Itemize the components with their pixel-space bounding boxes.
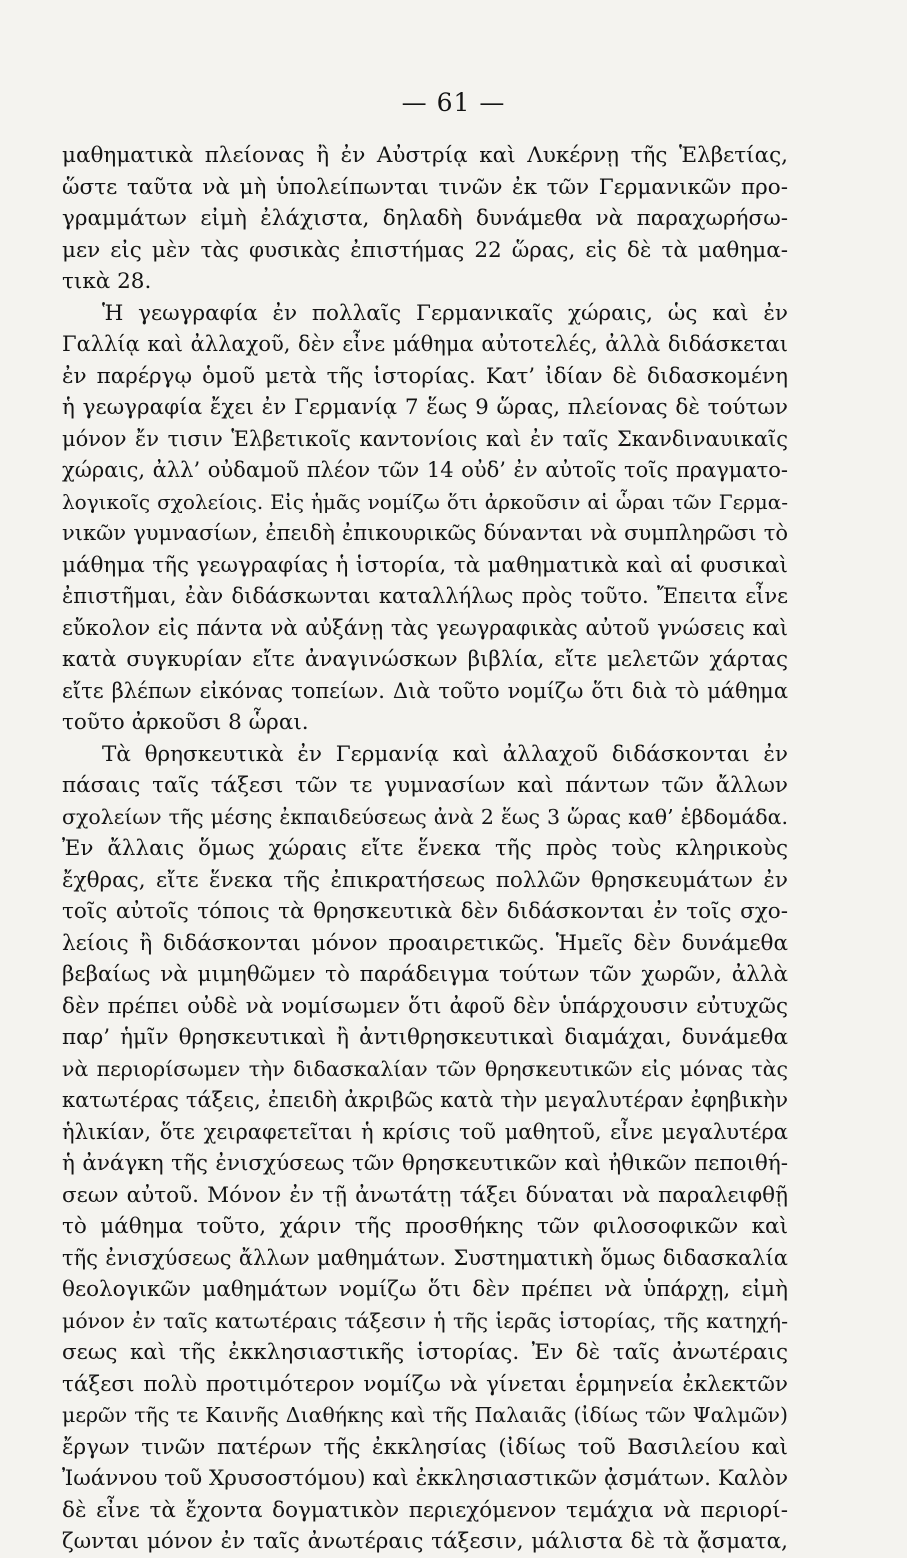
text-line: χώραις, ἀλλ’ οὐδαμοῦ πλέον τῶν 14 οὐδ’ ἐν αὐτοῖς τοῖς πραγματο-	[62, 458, 788, 482]
text-line: λογικοῖς σχολείοις. Εἰς ἡμᾶς νομίζω ὅτι ἀρκοῦσιν αἱ ὧραι τῶν Γερμα-	[62, 489, 788, 514]
text-line: Τὰ θρησκευτικὰ ἐν Γερμανίᾳ καὶ ἀλλαχοῦ διδάσκονται ἐν	[102, 741, 788, 767]
text-line: λείοις ἢ διδάσκονται μόνον προαιρετικῶς. Ἡμεῖς δὲν δυνάμεθα	[62, 930, 788, 956]
text-line: νικῶν γυμνασίων, ἐπειδὴ ἐπικουρικῶς δύνανται νὰ συμπληρῶσι τὸ	[62, 521, 788, 545]
text-line: νὰ περιορίσωμεν τὴν διδασκαλίαν τῶν θρησκευτικῶν εἰς μόνας τὰς	[62, 1056, 788, 1081]
text-line: τοῦτο ἀρκοῦσι 8 ὧραι.	[62, 710, 309, 735]
text-line: γραμμάτων εἰμὴ ἐλάχιστα, δηλαδὴ δυνάμεθα νὰ παραχωρήσω-	[62, 206, 788, 231]
text-line: ἡλικίαν, ὅτε χειραφετεῖται ἡ κρίσις τοῦ μαθητοῦ, εἶνε μεγαλυτέρα	[62, 1119, 788, 1144]
text-line: ἔχθρας, εἴτε ἕνεκα τῆς ἐπικρατήσεως πολλῶν θρησκευμάτων ἐν	[62, 867, 788, 893]
text-line: κατωτέρας τάξεις, ἐπειδὴ ἀκριβῶς κατὰ τὴν μεγαλυτέραν ἐφηβικὴν	[62, 1088, 788, 1112]
text-line: σεων αὐτοῦ. Μόνον ἐν τῇ ἀνωτάτῃ τάξει δύναται νὰ παραλειφθῇ	[62, 1182, 788, 1208]
page-number: — 61 —	[401, 88, 506, 117]
text-line: μερῶν τῆς τε Καινῆς Διαθήκης καὶ τῆς Παλαιᾶς (ἰδίως τῶν Ψαλμῶν)	[62, 1403, 788, 1427]
text-line: τικὰ 28.	[62, 269, 152, 294]
text-line: θεολογικῶν μαθημάτων νομίζω ὅτι δὲν πρέπει νὰ ὑπάρχῃ, εἰμὴ	[62, 1277, 788, 1302]
text-line: μόνον ἔν τισιν Ἑλβετικοῖς καντονίοις καὶ ἐν ταῖς Σκανδιναυικαῖς	[62, 426, 788, 451]
text-line: ἡ γεωγραφία ἔχει ἐν Γερμανίᾳ 7 ἕως 9 ὥρας, πλείονας δὲ τούτων	[62, 395, 788, 420]
text-line: Ἐν ἄλλαις ὅμως χώραις εἴτε ἕνεκα τῆς πρὸς τοὺς κληρικοὺς	[62, 836, 788, 861]
text-line: μαθηματικὰ πλείονας ἢ ἐν Αὐστρίᾳ καὶ Λυκέρνῃ τῆς Ἑλβετίας,	[62, 143, 788, 168]
body-text	[62, 140, 788, 1558]
text-line: Ἰωάννου τοῦ Χρυσοστόμου) καὶ ἐκκλησιαστικῶν ᾀσμάτων. Καλὸν	[62, 1466, 788, 1491]
text-line: δὲ εἶνε τὰ ἔχοντα δογματικὸν περιεχόμενον τεμάχια νὰ περιορί-	[62, 1497, 788, 1523]
text-line: ὥστε ταῦτα νὰ μὴ ὑπολείπωνται τινῶν ἐκ τῶν Γερμανικῶν προ-	[62, 174, 788, 200]
text-line: βεβαίως νὰ μιμηθῶμεν τὸ παράδειγμα τούτων τῶν χωρῶν, ἀλλὰ	[62, 962, 788, 987]
text-line: ἐν παρέργῳ ὁμοῦ μετὰ τῆς ἱστορίας. Κατ’ ἰδίαν δὲ διδασκομένη	[62, 363, 788, 389]
text-line: Γαλλίᾳ καὶ ἀλλαχοῦ, δὲν εἶνε μάθημα αὐτοτελές, ἀλλὰ διδάσκεται	[62, 332, 788, 356]
text-line: ἐπιστῆμαι, ἐὰν διδάσκωνται καταλλήλως πρὸς τοῦτο. Ἔπειτα εἶνε	[62, 584, 788, 608]
text-line: σεως καὶ τῆς ἐκκλησιαστικῆς ἱστορίας. Ἐν δὲ ταῖς ἀνωτέραις	[62, 1340, 788, 1365]
text-line: εἴτε βλέπων εἰκόνας τοπείων. Διὰ τοῦτο νομίζω ὅτι διὰ τὸ μάθημα	[62, 678, 788, 703]
text-line: μεν εἰς μὲν τὰς φυσικὰς ἐπιστήμας 22 ὥρας, εἰς δὲ τὰ μαθημα-	[62, 237, 788, 263]
text-line: τῆς ἐνισχύσεως ἄλλων μαθημάτων. Συστηματικὴ ὅμως διδασκαλία	[62, 1245, 788, 1270]
text-line: κατὰ συγκυρίαν εἴτε ἀναγινώσκων βιβλία, εἴτε μελετῶν χάρτας	[62, 647, 788, 672]
text-line: μάθημα τῆς γεωγραφίας ἡ ἱστορία, τὰ μαθηματικὰ καὶ αἱ φυσικαὶ	[62, 552, 788, 578]
text-line: παρ’ ἡμῖν θρησκευτικαὶ ἢ ἀντιθρησκευτικαὶ διαμάχαι, δυνάμεθα	[62, 1025, 788, 1050]
text-line: εὔκολον εἰς πάντα νὰ αὐξάνῃ τὰς γεωγραφικὰς αὐτοῦ γνώσεις καὶ	[62, 615, 788, 640]
text-line: σχολείων τῆς μέσης ἐκπαιδεύσεως ἀνὰ 2 ἕως 3 ὥρας καθ’ ἑβδομάδα.	[62, 804, 788, 829]
text-line: τάξεσι πολὺ προτιμότερον νομίζω νὰ γίνεται ἑρμηνεία ἐκλεκτῶν	[62, 1371, 788, 1397]
text-line: τοῖς αὐτοῖς τόποις τὰ θρησκευτικὰ δὲν διδάσκονται ἐν τοῖς σχο-	[62, 899, 788, 924]
text-line: Ἡ γεωγραφία ἐν πολλαῖς Γερμανικαῖς χώραις, ὡς καὶ ἐν	[102, 300, 788, 326]
text-line: πάσαις ταῖς τάξεσι τῶν τε γυμνασίων καὶ πάντων τῶν ἄλλων	[62, 773, 788, 798]
text-line: δὲν πρέπει οὐδὲ νὰ νομίσωμεν ὅτι ἀφοῦ δὲν ὑπάρχουσιν εὐτυχῶς	[62, 993, 788, 1019]
text-line: μόνον ἐν ταῖς κατωτέραις τάξεσιν ἡ τῆς ἱερᾶς ἱστορίας, τῆς κατηχή-	[62, 1308, 788, 1333]
text-line: ζωνται μόνον ἐν ταῖς ἀνωτέραις τάξεσιν, μάλιστα δὲ τὰ ᾄσματα,	[62, 1529, 788, 1554]
text-line: ἡ ἀνάγκη τῆς ἐνισχύσεως τῶν θρησκευτικῶν καὶ ἠθικῶν πεποιθή-	[62, 1151, 788, 1176]
text-line: τὸ μάθημα τοῦτο, χάριν τῆς προσθήκης τῶν φιλοσοφικῶν καὶ	[62, 1214, 788, 1239]
text-line: ἔργων τινῶν πατέρων τῆς ἐκκλησίας (ἰδίως τοῦ Βασιλείου καὶ	[62, 1434, 788, 1460]
